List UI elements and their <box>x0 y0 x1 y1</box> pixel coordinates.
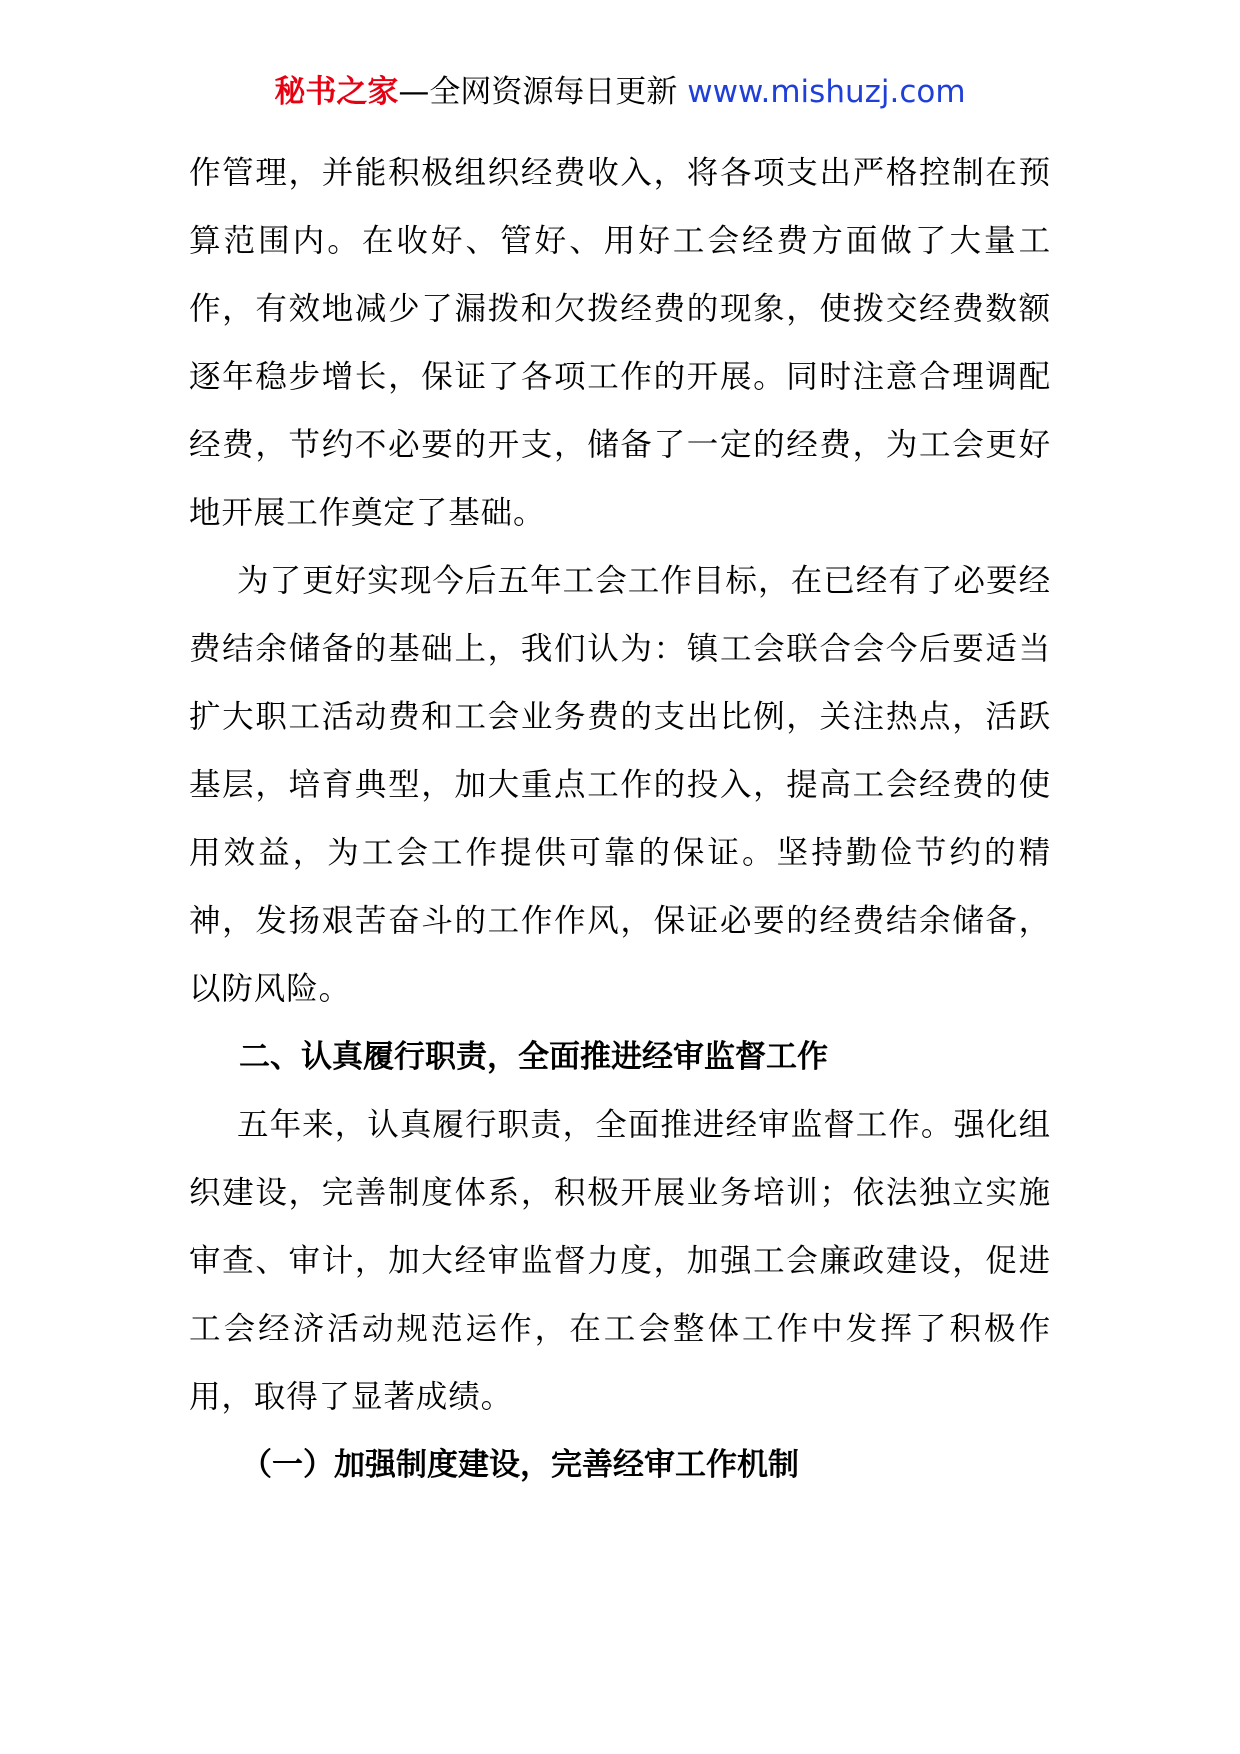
paragraph-funding-goals: 为了更好实现今后五年工会工作目标，在已经有了必要经费结余储备的基础上，我们认为：镇工会联合会今后要适当扩大职工活动费和工会业务费的支出比例，关注热点，活跃基层，培育典型，加大重点工作的投入，提高工会经费的使用效益，为工会工作提供可靠的保证。坚持勤俭节约的精神，发扬艰苦奋斗的工作作风，保证必要的经费结余储备，以防风险。 <box>189 563 1051 1007</box>
document-body <box>189 139 1051 1499</box>
header-brand: 秘书之家 <box>274 74 399 110</box>
header-tagline: —全网资源每日更新 <box>398 74 688 110</box>
paragraph-audit-summary: 五年来，认真履行职责，全面推进经审监督工作。强化组织建设，完善制度体系，积极开展业务培训；依法独立实施审查、审计，加大经审监督力度，加强工会廉政建设，促进工会经济活动规范运作，在工会整体工作中发挥了积极作用，取得了显著成绩。 <box>189 1107 1051 1415</box>
section-heading-audit-duties: 二、认真履行职责，全面推进经审监督工作 <box>239 1039 828 1075</box>
paragraph-continued: 作管理，并能积极组织经费收入，将各项支出严格控制在预算范围内。在收好、管好、用好工会经费方面做了大量工作，有效地减少了漏拨和欠拨经费的现象，使拨交经费数额逐年稳步增长，保证了各项工作的开展。同时注意合理调配经费，节约不必要的开支，储备了一定的经费，为工会更好地开展工作奠定了基础。 <box>189 155 1051 531</box>
subsection-heading-system-building: （一）加强制度建设，完善经审工作机制 <box>241 1447 799 1483</box>
page-header <box>0 72 1240 112</box>
header-url[interactable]: www.mishuzj.com <box>687 74 966 110</box>
